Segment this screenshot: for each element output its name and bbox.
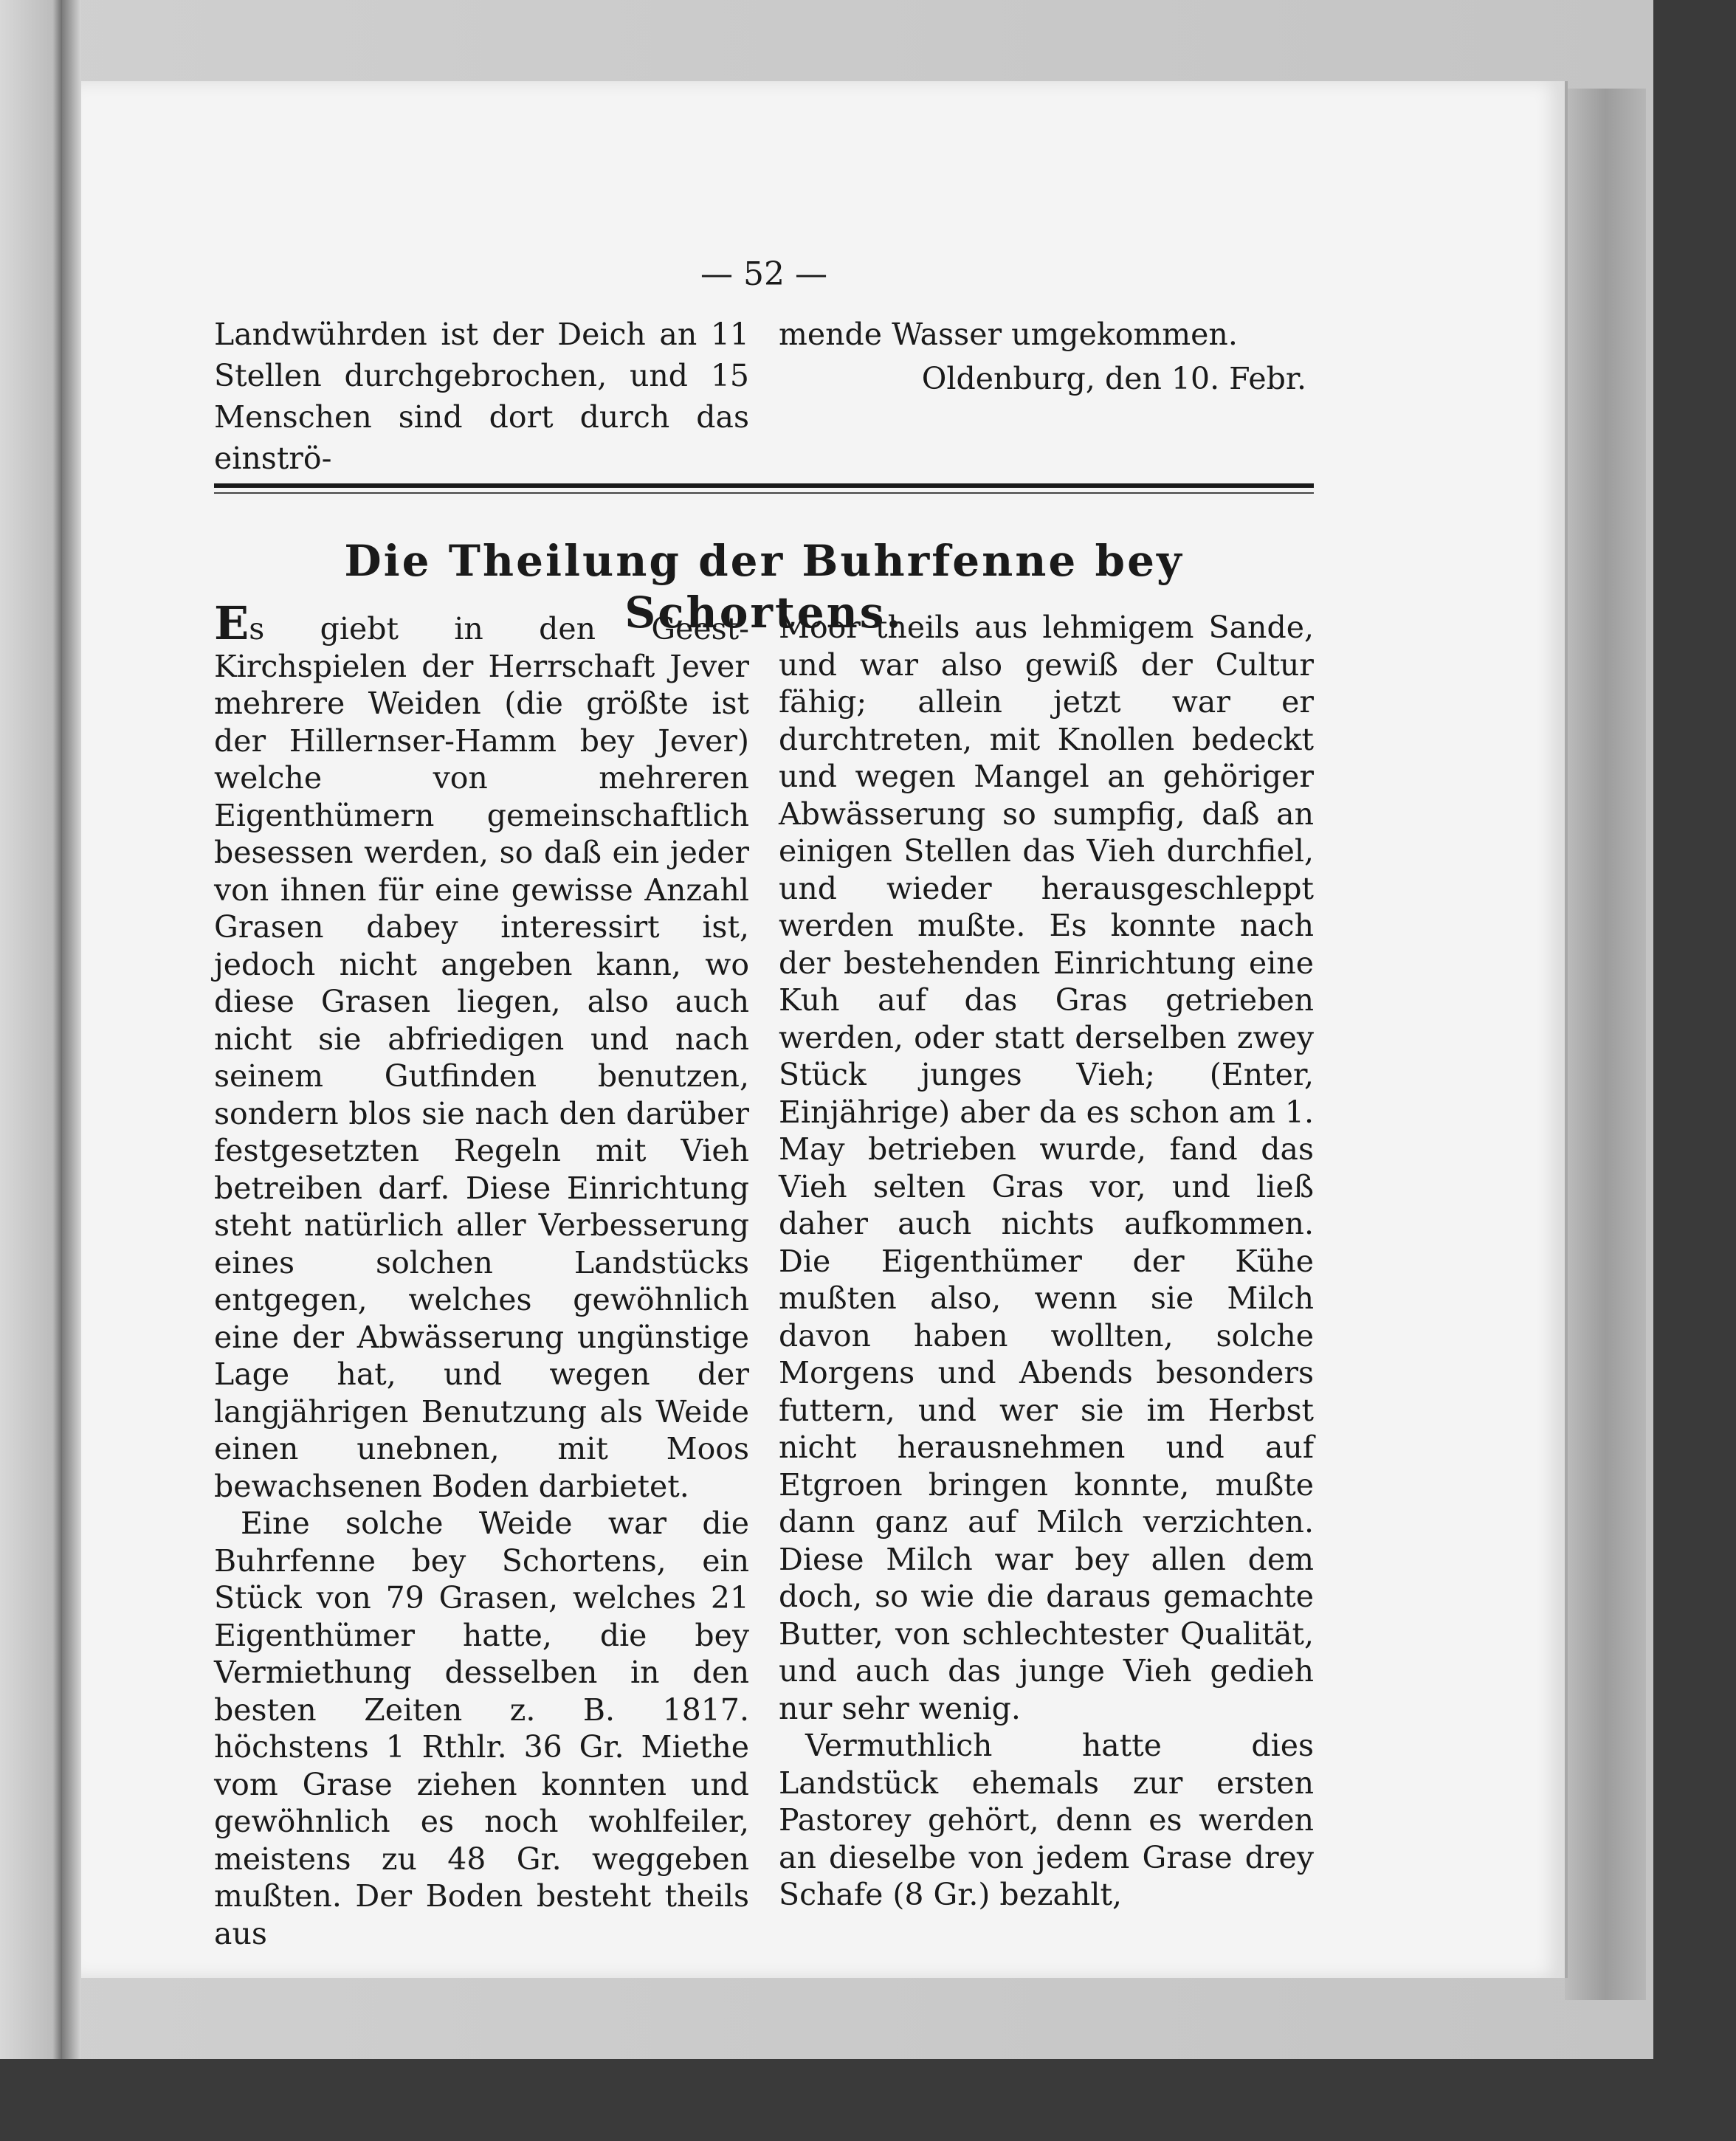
section-divider-rule — [214, 483, 1314, 488]
article-column-left — [214, 596, 749, 1952]
dateline: Oldenburg, den 10. Febr. — [921, 361, 1306, 396]
article-paragraph: Vermuthlich hatte dies Landstück ehemals zur ersten Pastorey gehört, denn es werden an dieselbe von jedem Grase drey Schafe (8 Gr.) bezahlt, — [779, 1728, 1314, 1912]
paragraph-text: s giebt in den Geest-Kirchspielen der Herrschaft Jever mehrere Weiden (die größte ist der Hillernser-Hamm bey Jever) welche von mehreren Eigenthümern gemeinschaftlich besessen werden, so daß ein jeder von ihnen für eine gewisse Anzahl Grasen dabey interessirt ist, jedoch nicht angeben kann, wo diese Grasen liegen, also auch nicht sie abfriedigen und nach seinem Gutfinden benutzen, sondern blos sie nach den darüber festgesetzten Regeln mit Vieh betreiben darf. Diese Einrichtung steht natürlich aller Verbesserung eines solchen Landstücks entgegen, welches gewöhnlich eine der Abwässerung ungünstige Lage hat, und wegen der langjährigen Benutzung als Weide einen unebnen, mit Moos bewachsenen Boden darbietet. — [214, 611, 749, 1504]
page-content — [214, 255, 1314, 1951]
left-page-sliver — [0, 0, 62, 2059]
book-gutter — [62, 0, 81, 2059]
article-title: Die Theilung der Buhrfenne bey Schortens. — [344, 536, 1184, 638]
article-column-right — [779, 609, 1314, 1914]
page-stack-edge — [1565, 89, 1646, 2000]
drop-cap: E — [214, 596, 249, 650]
previous-article-end-left: Landwührden ist der Deich an 11 Stellen durchgebrochen, und 15 Menschen sind dort durch das einströ- — [214, 317, 749, 476]
article-paragraph: Eine solche Weide war die Buhrfenne bey Schortens, ein Stück von 79 Grasen, welches 21 Eigenthümer hatte, die bey Vermiethung desselben in den besten Zeiten z. B. 1817. höchstens 1 Rthlr. 36 Gr. Miethe vom Grase ziehen konnten und gewöhnlich es noch wohlfeiler, meistens zu 48 Gr. weggeben mußten. Der Boden besteht theils aus — [214, 1506, 749, 1951]
previous-article-end-right — [779, 314, 1314, 399]
article-paragraph: Moor theils aus lehmigem Sande, und war also gewiß der Cultur fähig; allein jetzt war er durchtreten, mit Knollen bedeckt und wegen Mangel an gehöriger Abwässerung so sumpfig, daß an einigen Stellen das Vieh durchfiel, und wieder herausgeschleppt werden mußte. Es konnte nach der bestehenden Einrichtung eine Kuh auf das Gras getrieben werden, oder statt derselben zwey Stück junges Vieh; (Enter, Einjährige) aber da es schon am 1. May betrieben wurde, fand das Vieh selten Gras vor, und ließ daher auch nichts aufkommen. Die Eigenthümer der Kühe mußten also, wenn sie Milch davon haben wollten, solche Morgens und Abends besonders futtern, und wer sie im Herbst nicht herausnehmen und auf Etgroen bringen konnte, mußte dann ganz auf Milch verzichten. Diese Milch war bey allen dem doch, so wie die daraus gemachte Butter, von schlechtester Qualität, und auch das junge Vieh gedieh nur sehr wenig. — [779, 610, 1314, 1726]
page-number: — 52 — — [700, 255, 827, 293]
article-paragraph — [214, 596, 749, 1505]
previous-article-last-line: mende Wasser umgekommen. — [779, 317, 1238, 352]
section-divider-thin-rule — [214, 492, 1314, 494]
